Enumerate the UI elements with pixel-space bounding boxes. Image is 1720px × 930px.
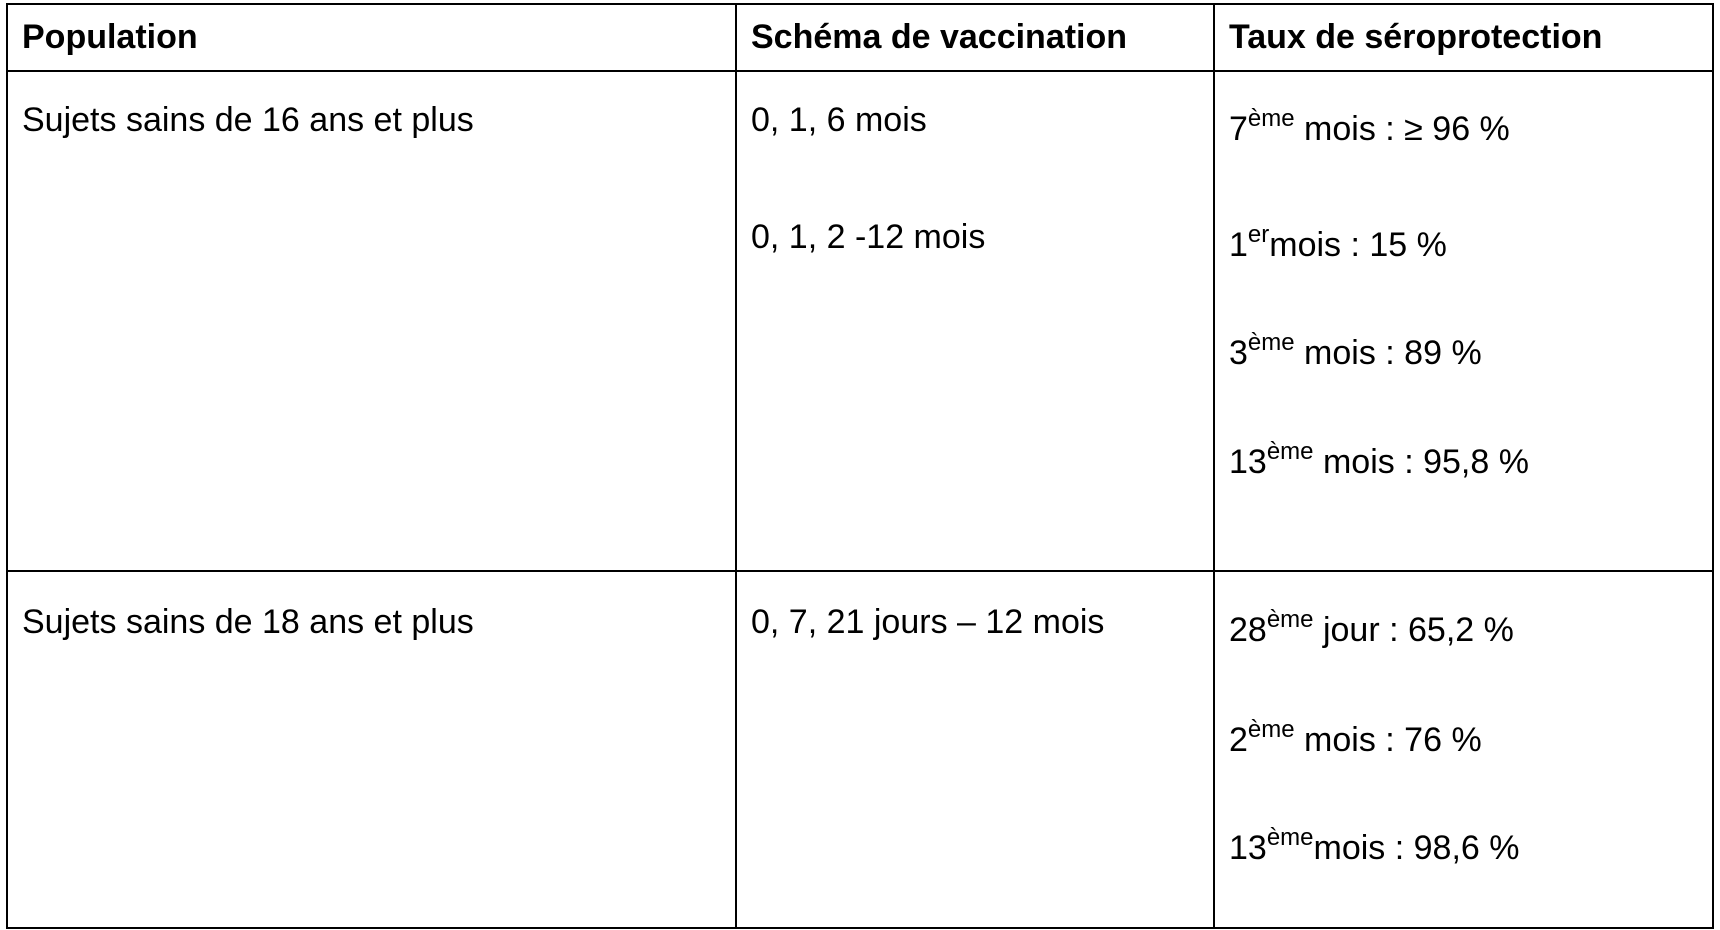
header-schedule: Schéma de vaccination [736, 4, 1214, 71]
rate-line [1229, 824, 1520, 868]
population-cell [7, 571, 736, 928]
rate-ordinal-suffix: ème [1247, 716, 1295, 743]
schedule-cell [736, 571, 1214, 928]
schedule-text: 0, 1, 6 mois [751, 101, 927, 139]
rate-ordinal-suffix: ème [1266, 824, 1314, 851]
population-cell [7, 71, 736, 571]
population-text: Sujets sains de 16 ans et plus [22, 101, 474, 139]
rate-line [1229, 221, 1447, 265]
rate-line [1229, 329, 1482, 373]
rate-ordinal-suffix: ème [1266, 606, 1314, 633]
seroprotection-table [6, 3, 1714, 929]
rate-cell [1214, 71, 1713, 571]
population-text: Sujets sains de 18 ans et plus [22, 603, 474, 641]
rate-number: 28 [1229, 611, 1267, 649]
rate-number: 2 [1229, 721, 1248, 759]
header-rate: Taux de séroprotection [1214, 4, 1713, 71]
rate-value: mois : 89 % [1294, 334, 1482, 372]
rate-line [1229, 438, 1529, 482]
rate-ordinal-suffix: ème [1266, 438, 1314, 465]
schedule-text: 0, 1, 2 -12 mois [751, 218, 986, 256]
rate-value: mois : 76 % [1294, 721, 1482, 759]
rate-ordinal-suffix: er [1247, 221, 1270, 248]
header-row [7, 4, 1713, 71]
table-row [7, 71, 1713, 571]
rate-number: 7 [1229, 110, 1248, 148]
rate-value: mois : 98,6 % [1313, 829, 1520, 867]
rate-line [1229, 716, 1482, 760]
rate-value: mois : ≥ 96 % [1294, 110, 1510, 148]
rate-line [1229, 606, 1514, 650]
schedule-text: 0, 7, 21 jours – 12 mois [751, 603, 1105, 641]
schedule-cell [736, 71, 1214, 571]
rate-number: 1 [1229, 226, 1248, 264]
rate-value: mois : 15 % [1269, 226, 1447, 264]
rate-value: mois : 95,8 % [1313, 443, 1529, 481]
table-row [7, 571, 1713, 928]
rate-line [1229, 105, 1510, 149]
rate-number: 3 [1229, 334, 1248, 372]
header-population: Population [7, 4, 736, 71]
rate-cell [1214, 571, 1713, 928]
rate-number: 13 [1229, 829, 1267, 867]
rate-ordinal-suffix: ème [1247, 329, 1295, 356]
rate-ordinal-suffix: ème [1247, 105, 1295, 132]
rate-value: jour : 65,2 % [1313, 611, 1514, 649]
rate-number: 13 [1229, 443, 1267, 481]
